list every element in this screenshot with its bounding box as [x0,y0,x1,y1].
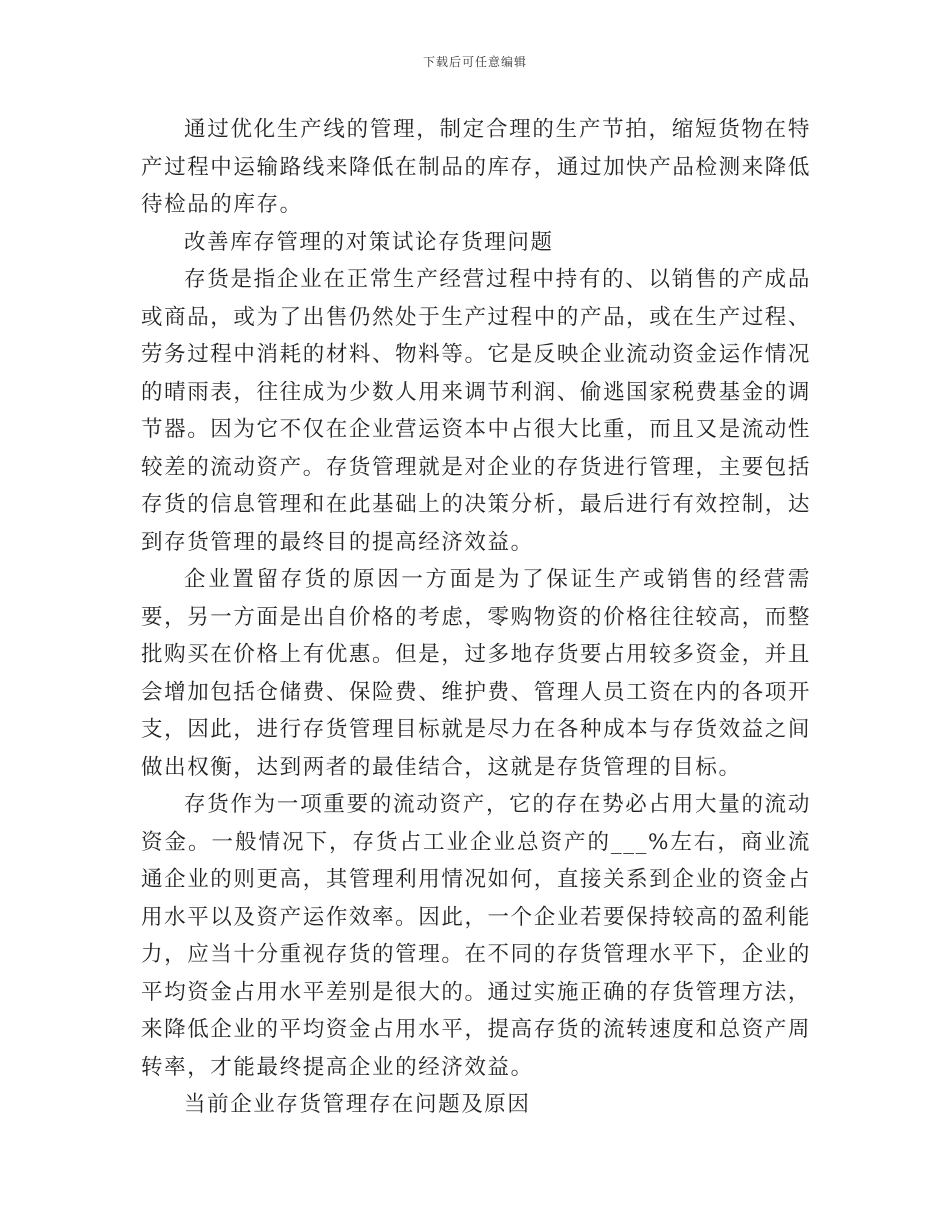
paragraph-inventory-importance: 存货作为一项重要的流动资产，它的存在势必占用大量的流动资金。一般情况下，存货占工业企业总资产的___%左右，商业流通企业的则更高，其管理利用情况如何，直接关系到企业的资金占用水平以及资产运作效率。因此，一个企业若要保持较高的盈利能力，应当十分重视存货的管理。在不同的存货管理水平下，企业的平均资金占用水平差别是很大的。通过实施正确的存货管理方法，来降低企业的平均资金占用水平，提高存货的流转速度和总资产周转率，才能最终提高企业的经济效益。 [141,792,811,1080]
paragraph-inventory-reasons: 企业置留存货的原因一方面是为了保证生产或销售的经营需要，另一方面是出自价格的考虑，零购物资的价格往往较高，而整批购买在价格上有优惠。但是，过多地存货要占用较多资金，并且会增加包括仓储费、保险费、维护费、管理人员工资在内的各项开支，因此，进行存货管理目标就是尽力在各种成本与存货效益之间做出权衡，达到两者的最佳结合，这就是存货管理的目标。 [141,567,811,780]
page-header: 下载后可任意编辑 [422,55,527,69]
section-heading-current-problems: 当前企业存货管理存在问题及原因 [184,1092,531,1117]
section-heading-improve-inventory: 改善库存管理的对策试论存货理问题 [184,229,554,255]
paragraph-intro: 通过优化生产线的管理，制定合理的生产节拍，缩短货物在特产过程中运输路线来降低在制品的库存，通过加快产品检测来降低待检品的库存。 [141,117,811,217]
document-body [141,111,811,1124]
paragraph-inventory-definition: 存货是指企业在正常生产经营过程中持有的、以销售的产成品或商品，或为了出售仍然处于生产过程中的产品，或在生产过程、劳务过程中消耗的材料、物料等。它是反映企业流动资金运作情况的晴雨表，往往成为少数人用来调节利润、偷逃国家税费基金的调节器。因为它不仅在企业营运资本中占很大比重，而且又是流动性较差的流动资产。存货管理就是对企业的存货进行管理，主要包括存货的信息管理和在此基础上的决策分析，最后进行有效控制，达到存货管理的最终目的提高经济效益。 [141,267,811,555]
